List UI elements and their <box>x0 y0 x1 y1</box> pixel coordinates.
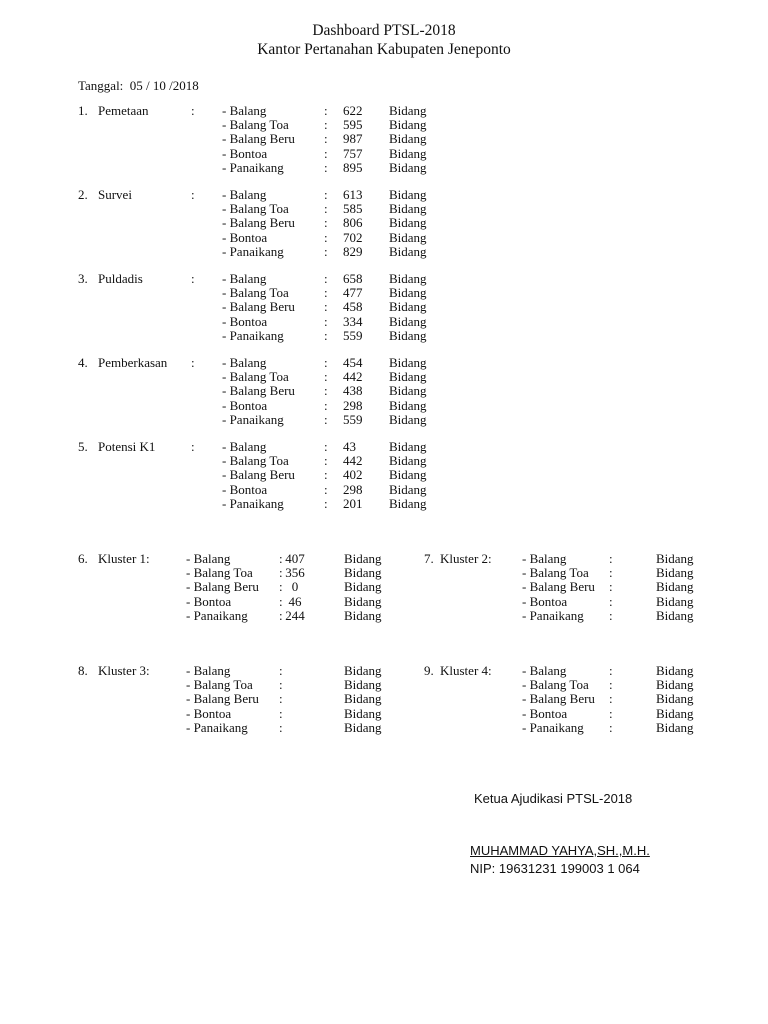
row-unit: Bidang <box>344 607 382 623</box>
row-value: 895 <box>343 159 363 175</box>
section-name: Survei <box>98 187 132 202</box>
row-village: - Bontoa <box>222 229 268 245</box>
row-unit: Bidang <box>344 691 382 707</box>
row-value: 757 <box>343 145 363 161</box>
row-value: 454 <box>343 355 363 370</box>
row-colon: : <box>609 663 613 678</box>
row-value: 622 <box>343 103 363 118</box>
row-colon: : <box>324 299 328 315</box>
row-unit: Bidang <box>344 677 382 693</box>
row-village: - Balang <box>222 355 267 370</box>
cluster-name: Kluster 1: <box>98 551 150 566</box>
row-village: - Balang Beru <box>222 131 295 147</box>
row-colon: : <box>279 691 283 707</box>
row-village: - Balang Toa <box>186 677 253 693</box>
section-number: 3. <box>78 271 88 286</box>
row-value: 559 <box>343 327 363 343</box>
row-value: 458 <box>343 299 363 315</box>
row-unit: Bidang <box>656 719 694 735</box>
row-village: - Bontoa <box>222 481 268 497</box>
row-unit: Bidang <box>656 663 694 678</box>
row-value: 334 <box>343 313 363 329</box>
row-village: - Balang Beru <box>222 467 295 483</box>
date-value: 05 / 10 /2018 <box>129 78 199 93</box>
row-colon: : <box>324 495 328 511</box>
section-name: Pemberkasan <box>98 355 168 370</box>
row-unit: Bidang <box>389 131 427 147</box>
row-unit: Bidang <box>656 691 694 707</box>
row-village: - Bontoa <box>222 397 268 413</box>
row-colon: : <box>279 579 283 595</box>
row-value: 702 <box>343 229 363 245</box>
row-value: 298 <box>343 481 363 497</box>
row-unit: Bidang <box>389 271 427 286</box>
row-unit: Bidang <box>389 411 427 427</box>
row-village: - Panaikang <box>186 607 248 623</box>
row-unit: Bidang <box>389 285 427 301</box>
row-village: - Panaikang <box>222 327 284 343</box>
row-village: - Balang Toa <box>222 201 289 217</box>
row-village: - Balang <box>222 439 267 454</box>
row-unit: Bidang <box>389 495 427 511</box>
row-unit: Bidang <box>656 593 694 609</box>
row-colon: : <box>279 593 283 609</box>
row-colon: : <box>279 719 283 735</box>
cluster-name: Kluster 2: <box>440 551 492 566</box>
row-value: 987 <box>343 131 363 147</box>
row-value: 356 <box>285 565 305 581</box>
row-colon: : <box>279 607 283 623</box>
row-colon: : <box>324 369 328 385</box>
row-village: - Balang Toa <box>222 453 289 469</box>
row-unit: Bidang <box>389 145 427 161</box>
row-village: - Panaikang <box>522 719 584 735</box>
row-unit: Bidang <box>389 215 427 231</box>
row-value: 477 <box>343 285 363 301</box>
row-colon: : <box>324 327 328 343</box>
row-unit: Bidang <box>656 607 694 623</box>
row-value: 201 <box>343 495 363 511</box>
row-value: 585 <box>343 201 363 217</box>
row-value: 0 <box>291 579 299 595</box>
section-number: 2. <box>78 187 88 202</box>
row-colon: : <box>324 243 328 259</box>
row-value: 613 <box>343 187 363 202</box>
row-village: - Balang <box>222 103 267 118</box>
row-colon: : <box>324 453 328 469</box>
row-unit: Bidang <box>389 355 427 370</box>
row-village: - Balang Beru <box>222 299 295 315</box>
cluster-name: Kluster 4: <box>440 663 492 678</box>
cluster-number: 9. <box>424 663 434 678</box>
row-colon: : <box>279 705 283 721</box>
row-unit: Bidang <box>389 103 427 118</box>
row-value: 402 <box>343 467 363 483</box>
row-village: - Bontoa <box>522 705 568 721</box>
row-colon: : <box>324 271 328 286</box>
row-village: - Bontoa <box>222 313 268 329</box>
row-unit: Bidang <box>389 201 427 217</box>
row-village: - Balang <box>522 551 567 566</box>
row-colon: : <box>324 131 328 147</box>
row-colon: : <box>324 383 328 399</box>
signature-nip: NIP: 19631231 199003 1 064 <box>470 861 640 876</box>
section-name: Puldadis <box>98 271 143 286</box>
row-village: - Panaikang <box>186 719 248 735</box>
row-colon: : <box>324 229 328 245</box>
row-value: 438 <box>343 383 363 399</box>
row-unit: Bidang <box>389 383 427 399</box>
row-village: - Balang Beru <box>186 691 259 707</box>
row-colon: : <box>609 551 613 566</box>
row-value: 298 <box>343 397 363 413</box>
row-unit: Bidang <box>389 299 427 315</box>
row-colon: : <box>609 565 613 581</box>
row-value: 46 <box>288 593 302 609</box>
document-title: Dashboard PTSL-2018 <box>312 22 456 39</box>
row-unit: Bidang <box>656 565 694 581</box>
row-unit: Bidang <box>344 551 382 566</box>
row-colon: : <box>324 215 328 231</box>
row-unit: Bidang <box>389 159 427 175</box>
row-colon: : <box>324 313 328 329</box>
row-unit: Bidang <box>389 369 427 385</box>
row-colon: : <box>324 103 328 118</box>
row-unit: Bidang <box>389 229 427 245</box>
row-unit: Bidang <box>656 551 694 566</box>
row-colon: : <box>609 579 613 595</box>
row-value: 407 <box>285 551 305 566</box>
cluster-number: 8. <box>78 663 88 678</box>
section-colon: : <box>191 187 195 202</box>
row-village: - Balang Toa <box>186 565 253 581</box>
row-village: - Panaikang <box>222 495 284 511</box>
row-village: - Bontoa <box>186 593 232 609</box>
row-unit: Bidang <box>389 313 427 329</box>
row-village: - Balang Beru <box>222 215 295 231</box>
signature-role: Ketua Ajudikasi PTSL-2018 <box>474 791 633 806</box>
date-label: Tanggal: <box>78 78 124 93</box>
row-value: 442 <box>343 453 363 469</box>
row-unit: Bidang <box>389 453 427 469</box>
row-colon: : <box>609 593 613 609</box>
row-colon: : <box>324 481 328 497</box>
row-unit: Bidang <box>344 663 382 678</box>
row-unit: Bidang <box>389 117 427 133</box>
row-unit: Bidang <box>389 481 427 497</box>
row-colon: : <box>324 285 328 301</box>
row-village: - Panaikang <box>222 243 284 259</box>
row-village: - Balang Beru <box>522 691 595 707</box>
row-colon: : <box>279 663 283 678</box>
row-village: - Bontoa <box>222 145 268 161</box>
row-village: - Bontoa <box>522 593 568 609</box>
row-value: 442 <box>343 369 363 385</box>
row-unit: Bidang <box>344 705 382 721</box>
row-village: - Balang Beru <box>186 579 259 595</box>
row-village: - Panaikang <box>222 159 284 175</box>
row-value: 829 <box>343 243 363 259</box>
row-unit: Bidang <box>344 579 382 595</box>
row-colon: : <box>279 551 283 566</box>
row-colon: : <box>324 187 328 202</box>
row-unit: Bidang <box>389 187 427 202</box>
section-colon: : <box>191 271 195 286</box>
row-colon: : <box>609 719 613 735</box>
cluster-number: 6. <box>78 551 88 566</box>
cluster-number: 7. <box>424 551 434 566</box>
row-colon: : <box>324 201 328 217</box>
section-number: 1. <box>78 103 88 118</box>
section-colon: : <box>191 439 195 454</box>
row-village: - Balang Beru <box>522 579 595 595</box>
section-colon: : <box>191 355 195 370</box>
row-colon: : <box>324 145 328 161</box>
row-value: 595 <box>343 117 363 133</box>
row-colon: : <box>324 439 328 454</box>
document-subtitle: Kantor Pertanahan Kabupaten Jeneponto <box>257 41 511 58</box>
row-value: 43 <box>343 439 356 454</box>
row-village: - Bontoa <box>186 705 232 721</box>
row-value: 806 <box>343 215 363 231</box>
row-value: 658 <box>343 271 363 286</box>
row-colon: : <box>324 159 328 175</box>
row-unit: Bidang <box>344 719 382 735</box>
row-unit: Bidang <box>389 327 427 343</box>
row-colon: : <box>609 691 613 707</box>
section-name: Potensi K1 <box>98 439 156 454</box>
cluster-name: Kluster 3: <box>98 663 150 678</box>
row-unit: Bidang <box>389 439 427 454</box>
row-village: - Balang <box>222 187 267 202</box>
row-unit: Bidang <box>389 397 427 413</box>
row-colon: : <box>324 411 328 427</box>
row-unit: Bidang <box>656 705 694 721</box>
row-village: - Balang <box>522 663 567 678</box>
row-village: - Balang Toa <box>222 369 289 385</box>
row-unit: Bidang <box>656 677 694 693</box>
row-value: 244 <box>285 607 305 623</box>
row-unit: Bidang <box>389 243 427 259</box>
row-unit: Bidang <box>656 579 694 595</box>
row-village: - Balang Toa <box>222 285 289 301</box>
row-colon: : <box>609 705 613 721</box>
section-colon: : <box>191 103 195 118</box>
row-village: - Balang <box>186 663 231 678</box>
row-colon: : <box>279 565 283 581</box>
row-village: - Balang Beru <box>222 383 295 399</box>
row-unit: Bidang <box>344 593 382 609</box>
section-number: 5. <box>78 439 88 454</box>
row-village: - Balang Toa <box>522 677 589 693</box>
section-number: 4. <box>78 355 88 370</box>
row-colon: : <box>324 467 328 483</box>
date-line <box>78 79 199 93</box>
row-colon: : <box>609 677 613 693</box>
row-value: 559 <box>343 411 363 427</box>
row-village: - Balang Toa <box>222 117 289 133</box>
row-colon: : <box>324 355 328 370</box>
row-unit: Bidang <box>344 565 382 581</box>
row-unit: Bidang <box>389 467 427 483</box>
row-colon: : <box>279 677 283 693</box>
row-village: - Balang <box>222 271 267 286</box>
row-village: - Panaikang <box>522 607 584 623</box>
signature-name: MUHAMMAD YAHYA,SH.,M.H. <box>470 843 650 858</box>
row-village: - Balang <box>186 551 231 566</box>
row-colon: : <box>324 397 328 413</box>
section-name: Pemetaan <box>98 103 149 118</box>
row-village: - Panaikang <box>222 411 284 427</box>
row-colon: : <box>609 607 613 623</box>
row-village: - Balang Toa <box>522 565 589 581</box>
row-colon: : <box>324 117 328 133</box>
